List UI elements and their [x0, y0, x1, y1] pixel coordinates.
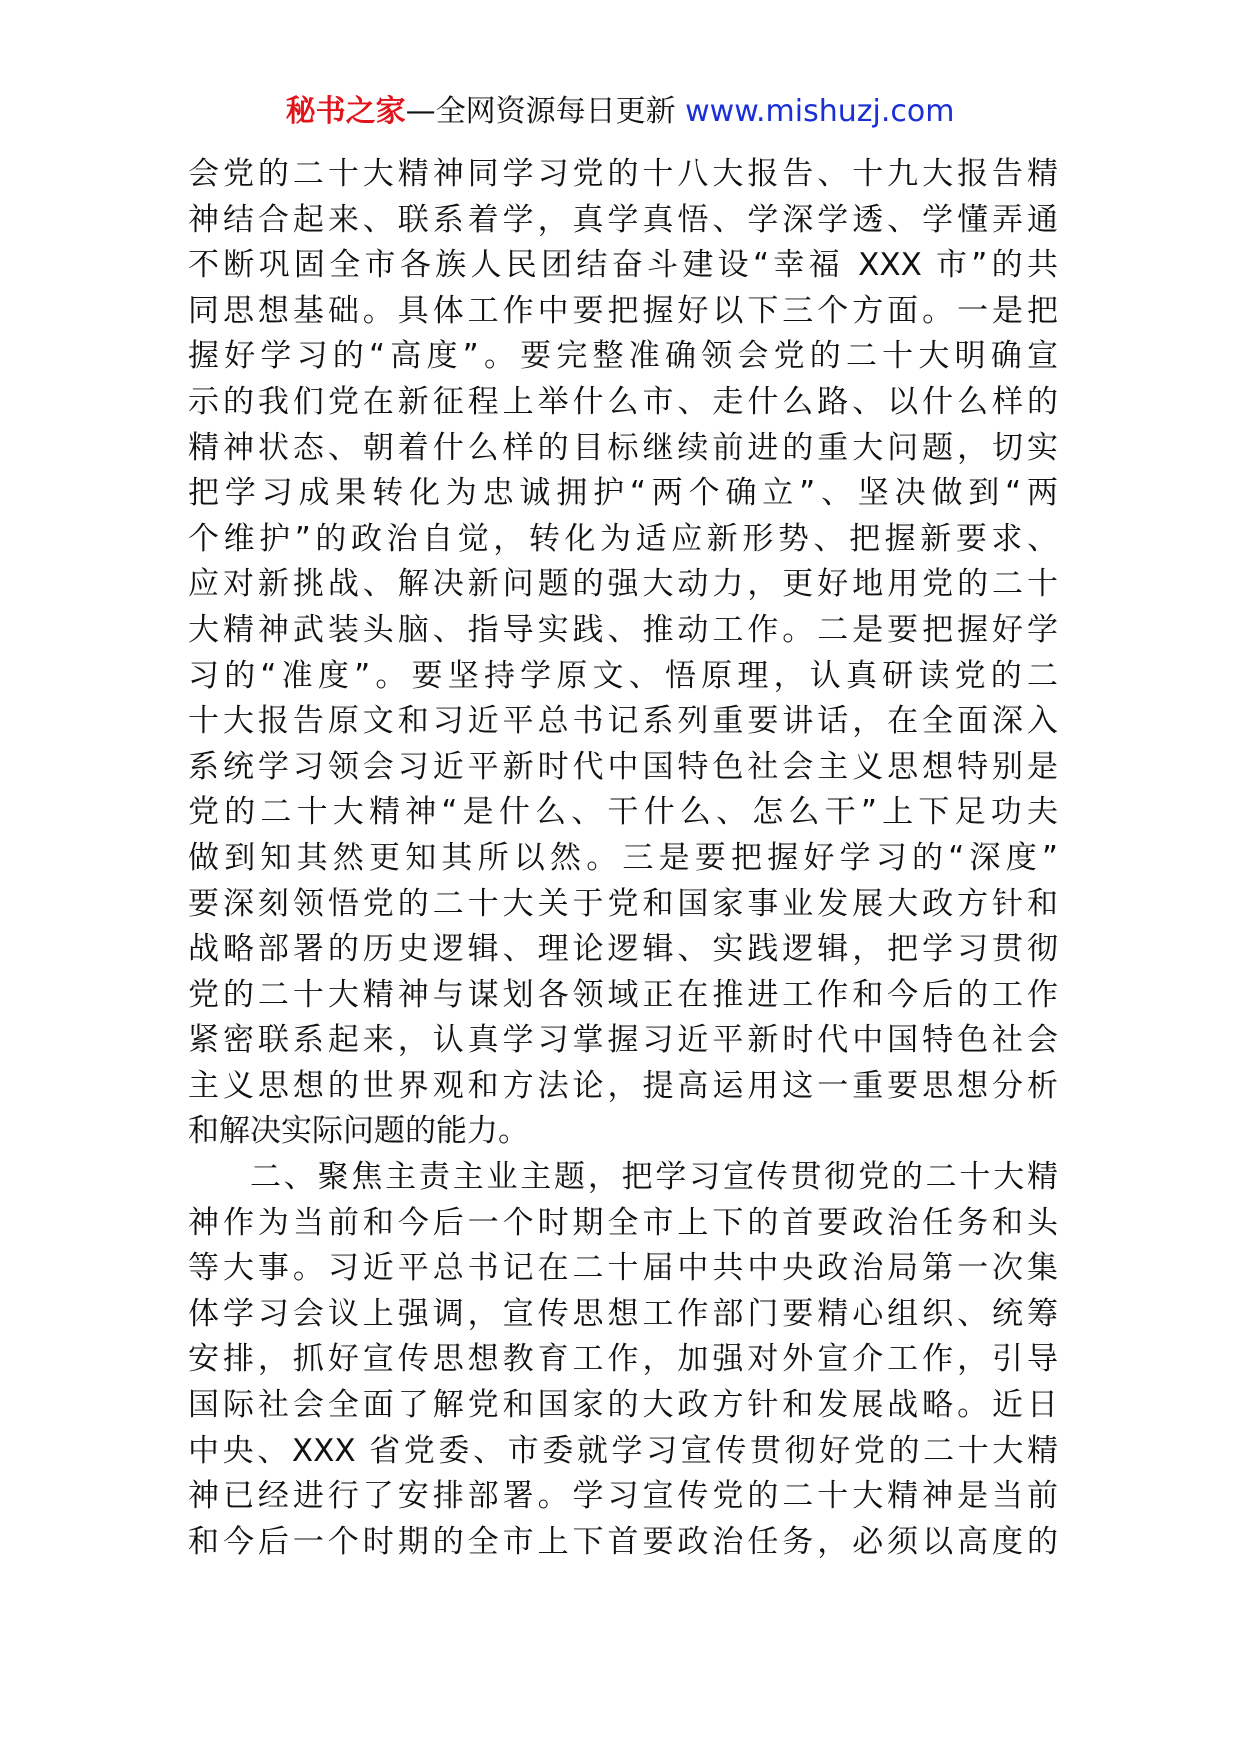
text-line: 十大报告原文和习近平总书记系列重要讲话，在全面深入: [188, 703, 1058, 740]
text-line: 党的二十大精神与谋划各领域正在推进工作和今后的工作: [188, 976, 1058, 1013]
text-line: 同思想基础。具体工作中要把握好以下三个方面。一是把: [188, 292, 1058, 329]
text-line: 党的二十大精神“是什么、干什么、怎么干”上下足功夫: [188, 794, 1058, 831]
text-line: 做到知其然更知其所以然。三是要把握好学习的“深度”: [188, 839, 1058, 876]
section-heading-line: 二、聚焦主责主业主题，把学习宣传贯彻党的二十大精: [250, 1159, 1058, 1196]
text-line: 个维护”的政治自觉，转化为适应新形势、把握新要求、: [188, 520, 1058, 557]
text-line: 神已经进行了安排部署。学习宣传党的二十大精神是当前: [188, 1478, 1058, 1515]
text-line: 系统学习领会习近平新时代中国特色社会主义思想特别是: [188, 748, 1058, 785]
text-line: 精神状态、朝着什么样的目标继续前进的重大问题，切实: [188, 429, 1058, 466]
text-line: 和解决实际问题的能力。: [188, 1113, 529, 1150]
text-line: 和今后一个时期的全市上下首要政治任务，必须以高度的: [188, 1523, 1058, 1560]
document-body: [188, 152, 1058, 1565]
text-line: 大精神武装头脑、指导实践、推动工作。二是要把握好学: [188, 611, 1058, 648]
text-line: 把学习成果转化为忠诚拥护“两个确立”、坚决做到“两: [188, 475, 1058, 512]
site-header: [0, 92, 1240, 132]
text-line: 中央、XXX 省党委、市委就学习宣传贯彻好党的二十大精: [188, 1432, 1058, 1469]
text-line: 应对新挑战、解决新问题的强大动力，更好地用党的二十: [188, 566, 1058, 603]
text-line: 体学习会议上强调，宣传思想工作部门要精心组织、统筹: [188, 1295, 1058, 1332]
text-line: 不断巩固全市各族人民团结奋斗建设“幸福 XXX 市”的共: [188, 247, 1058, 284]
text-line: 战略部署的历史逻辑、理论逻辑、实践逻辑，把学习贯彻: [188, 931, 1058, 968]
site-brand: 秘书之家: [285, 94, 406, 129]
text-line: 主义思想的世界观和方法论，提高运用这一重要思想分析: [188, 1067, 1058, 1104]
text-line: 紧密联系起来，认真学习掌握习近平新时代中国特色社会: [188, 1022, 1058, 1059]
text-line: 示的我们党在新征程上举什么市、走什么路、以什么样的: [188, 383, 1058, 420]
text-line: 会党的二十大精神同学习党的十八大报告、十九大报告精: [188, 156, 1058, 192]
text-line: 安排，抓好宣传思想教育工作，加强对外宣介工作，引导: [188, 1341, 1058, 1378]
text-line: 握好学习的“高度”。要完整准确领会党的二十大明确宣: [188, 338, 1058, 375]
text-line: 神作为当前和今后一个时期全市上下的首要政治任务和头: [188, 1204, 1058, 1241]
text-line: 神结合起来、联系着学，真学真悟、学深学透、学懂弄通: [188, 201, 1058, 238]
text-line: 要深刻领悟党的二十大关于党和国家事业发展大政方针和: [188, 885, 1058, 922]
text-line: 国际社会全面了解党和国家的大政方针和发展战略。近日: [188, 1387, 1058, 1424]
site-url-link[interactable]: www.mishuzj.com: [685, 94, 955, 129]
site-tagline: —全网资源每日更新: [405, 94, 686, 129]
text-line: 等大事。习近平总书记在二十届中共中央政治局第一次集: [188, 1250, 1058, 1287]
text-line: 习的“准度”。要坚持学原文、悟原理，认真研读党的二: [188, 657, 1058, 694]
